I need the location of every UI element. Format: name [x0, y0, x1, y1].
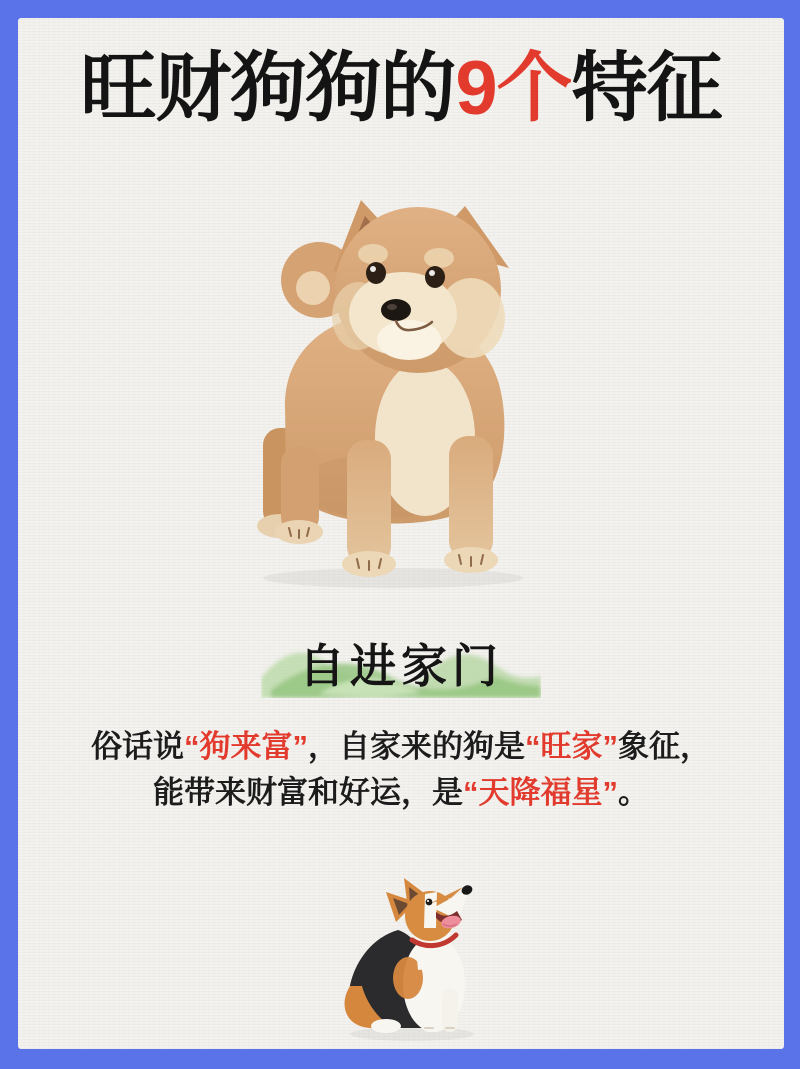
- body-paragraph: [18, 724, 784, 816]
- title-number-highlight: 9个: [455, 46, 572, 131]
- line1-seg-red-quote: “狗来富”: [184, 729, 308, 764]
- line2-seg-red-quote: “天降福星”: [463, 775, 618, 810]
- title-text-right: 特征: [571, 46, 722, 131]
- page-title: [18, 46, 784, 131]
- shiba-puppy-illustration: [233, 188, 569, 592]
- paragraph-line-1: [18, 724, 784, 770]
- paragraph-line-2: [18, 770, 784, 816]
- shiba-puppy-image: [233, 188, 569, 592]
- corgi-image: [330, 874, 504, 1048]
- poster-card: [18, 18, 784, 1049]
- line2-seg-black: 。: [618, 775, 649, 810]
- line1-seg-black: 俗话说: [91, 729, 184, 764]
- line1-seg-black: 象征，: [618, 729, 711, 764]
- corgi-illustration: [330, 874, 504, 1048]
- line1-seg-black: ，自家来的狗是: [308, 729, 525, 764]
- line2-seg-black: 能带来财富和好运，是: [153, 775, 463, 810]
- title-text-left: 旺财狗狗的: [80, 46, 456, 131]
- section-title: 自进家门: [299, 641, 503, 692]
- section-heading-block: [261, 614, 541, 698]
- line1-seg-red-quote: “旺家”: [525, 729, 618, 764]
